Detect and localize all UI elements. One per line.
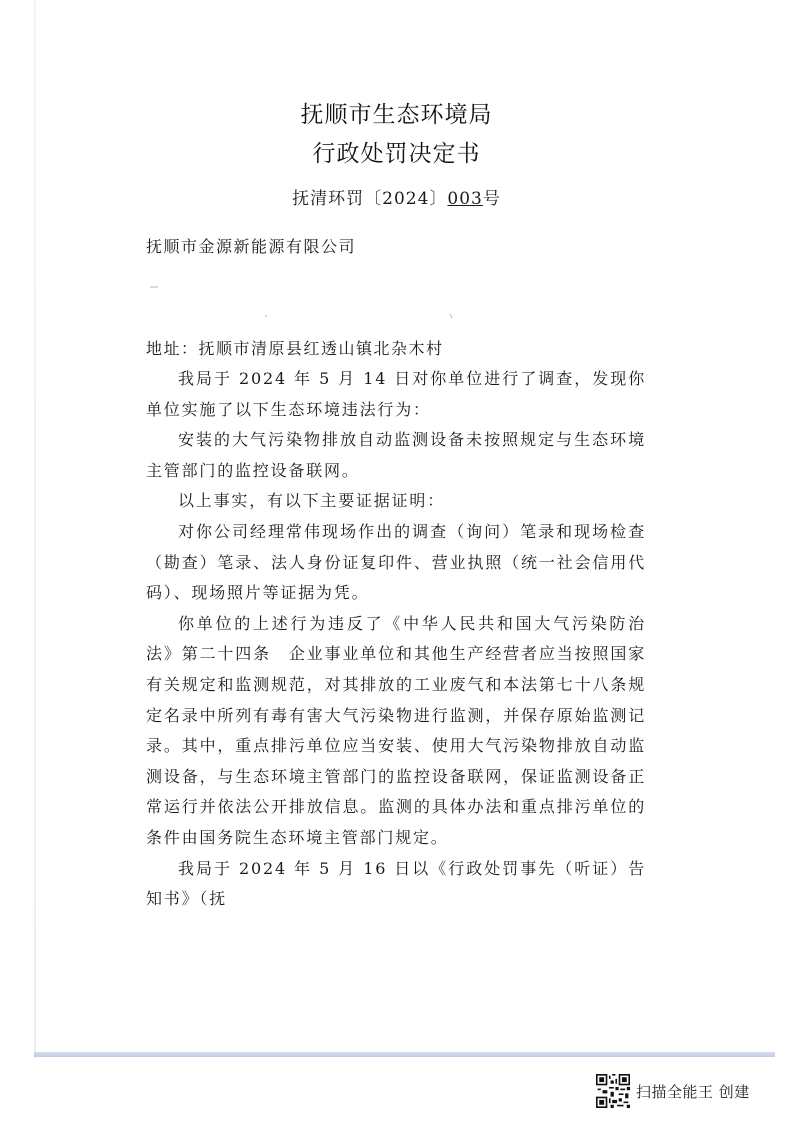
document-body [146,364,646,915]
scanner-app-label: 扫描全能王 创建 [636,1082,750,1101]
scan-edge-bottom [34,1052,775,1057]
document-number-value: 003 [447,189,483,209]
recipient-name: 抚顺市金源新能源有限公司 [146,237,357,256]
paragraph-legal-basis: 你单位的上述行为违反了《中华人民共和国大气污染防治法》第二十四条 企业事业单位和其他生产经营者应当按照国家有关规定和监测规范，对其排放的工业废气和本法第七十八条规定名录中所列有毒有害大气污染物进行监测，并保存原始监测记录。其中，重点排污单位应当安装、使用大气污染物排放自动监测设备，与生态环境主管部门的监控设备联网，保证监测设备正常运行并依法公开排放信息。监测的具体办法和重点排污单位的条件由国务院生态环境主管部门规定。 [146,613,646,847]
paragraph-evidence-intro: 以上事实，有以下主要证据证明： [178,491,446,511]
paragraph-investigation: 我局于 2024 年 5 月 14 日对你单位进行了调查，发现你单位实施了以下生态环境违法行为： [146,369,646,419]
document-number-suffix: 号 [482,189,501,209]
qr-code-icon [596,1074,630,1108]
paragraph-notice: 我局于 2024 年 5 月 16 日以《行政处罚事先（听证）告知书》（抚 [146,858,646,909]
scanner-watermark [596,1074,750,1108]
document-issuer-title: 抚顺市生态环境局 [300,102,493,128]
scan-specks [0,0,793,340]
recipient-address: 地址：抚顺市清原县红透山镇北杂木村 [146,339,444,358]
paragraph-violation: 安装的大气污染物排放自动监测设备未按照规定与生态环境主管部门的监控设备联网。 [146,430,646,480]
document-type-title: 行政处罚决定书 [312,141,481,167]
paragraph-evidence: 对你公司经理常伟现场作出的调查（询问）笔录和现场检查（勘查）笔录、法人身份证复印件、营业执照（统一社会信用代码）、现场照片等证据为凭。 [146,521,646,603]
document-number-prefix: 抚清环罚〔2024〕 [292,189,448,209]
